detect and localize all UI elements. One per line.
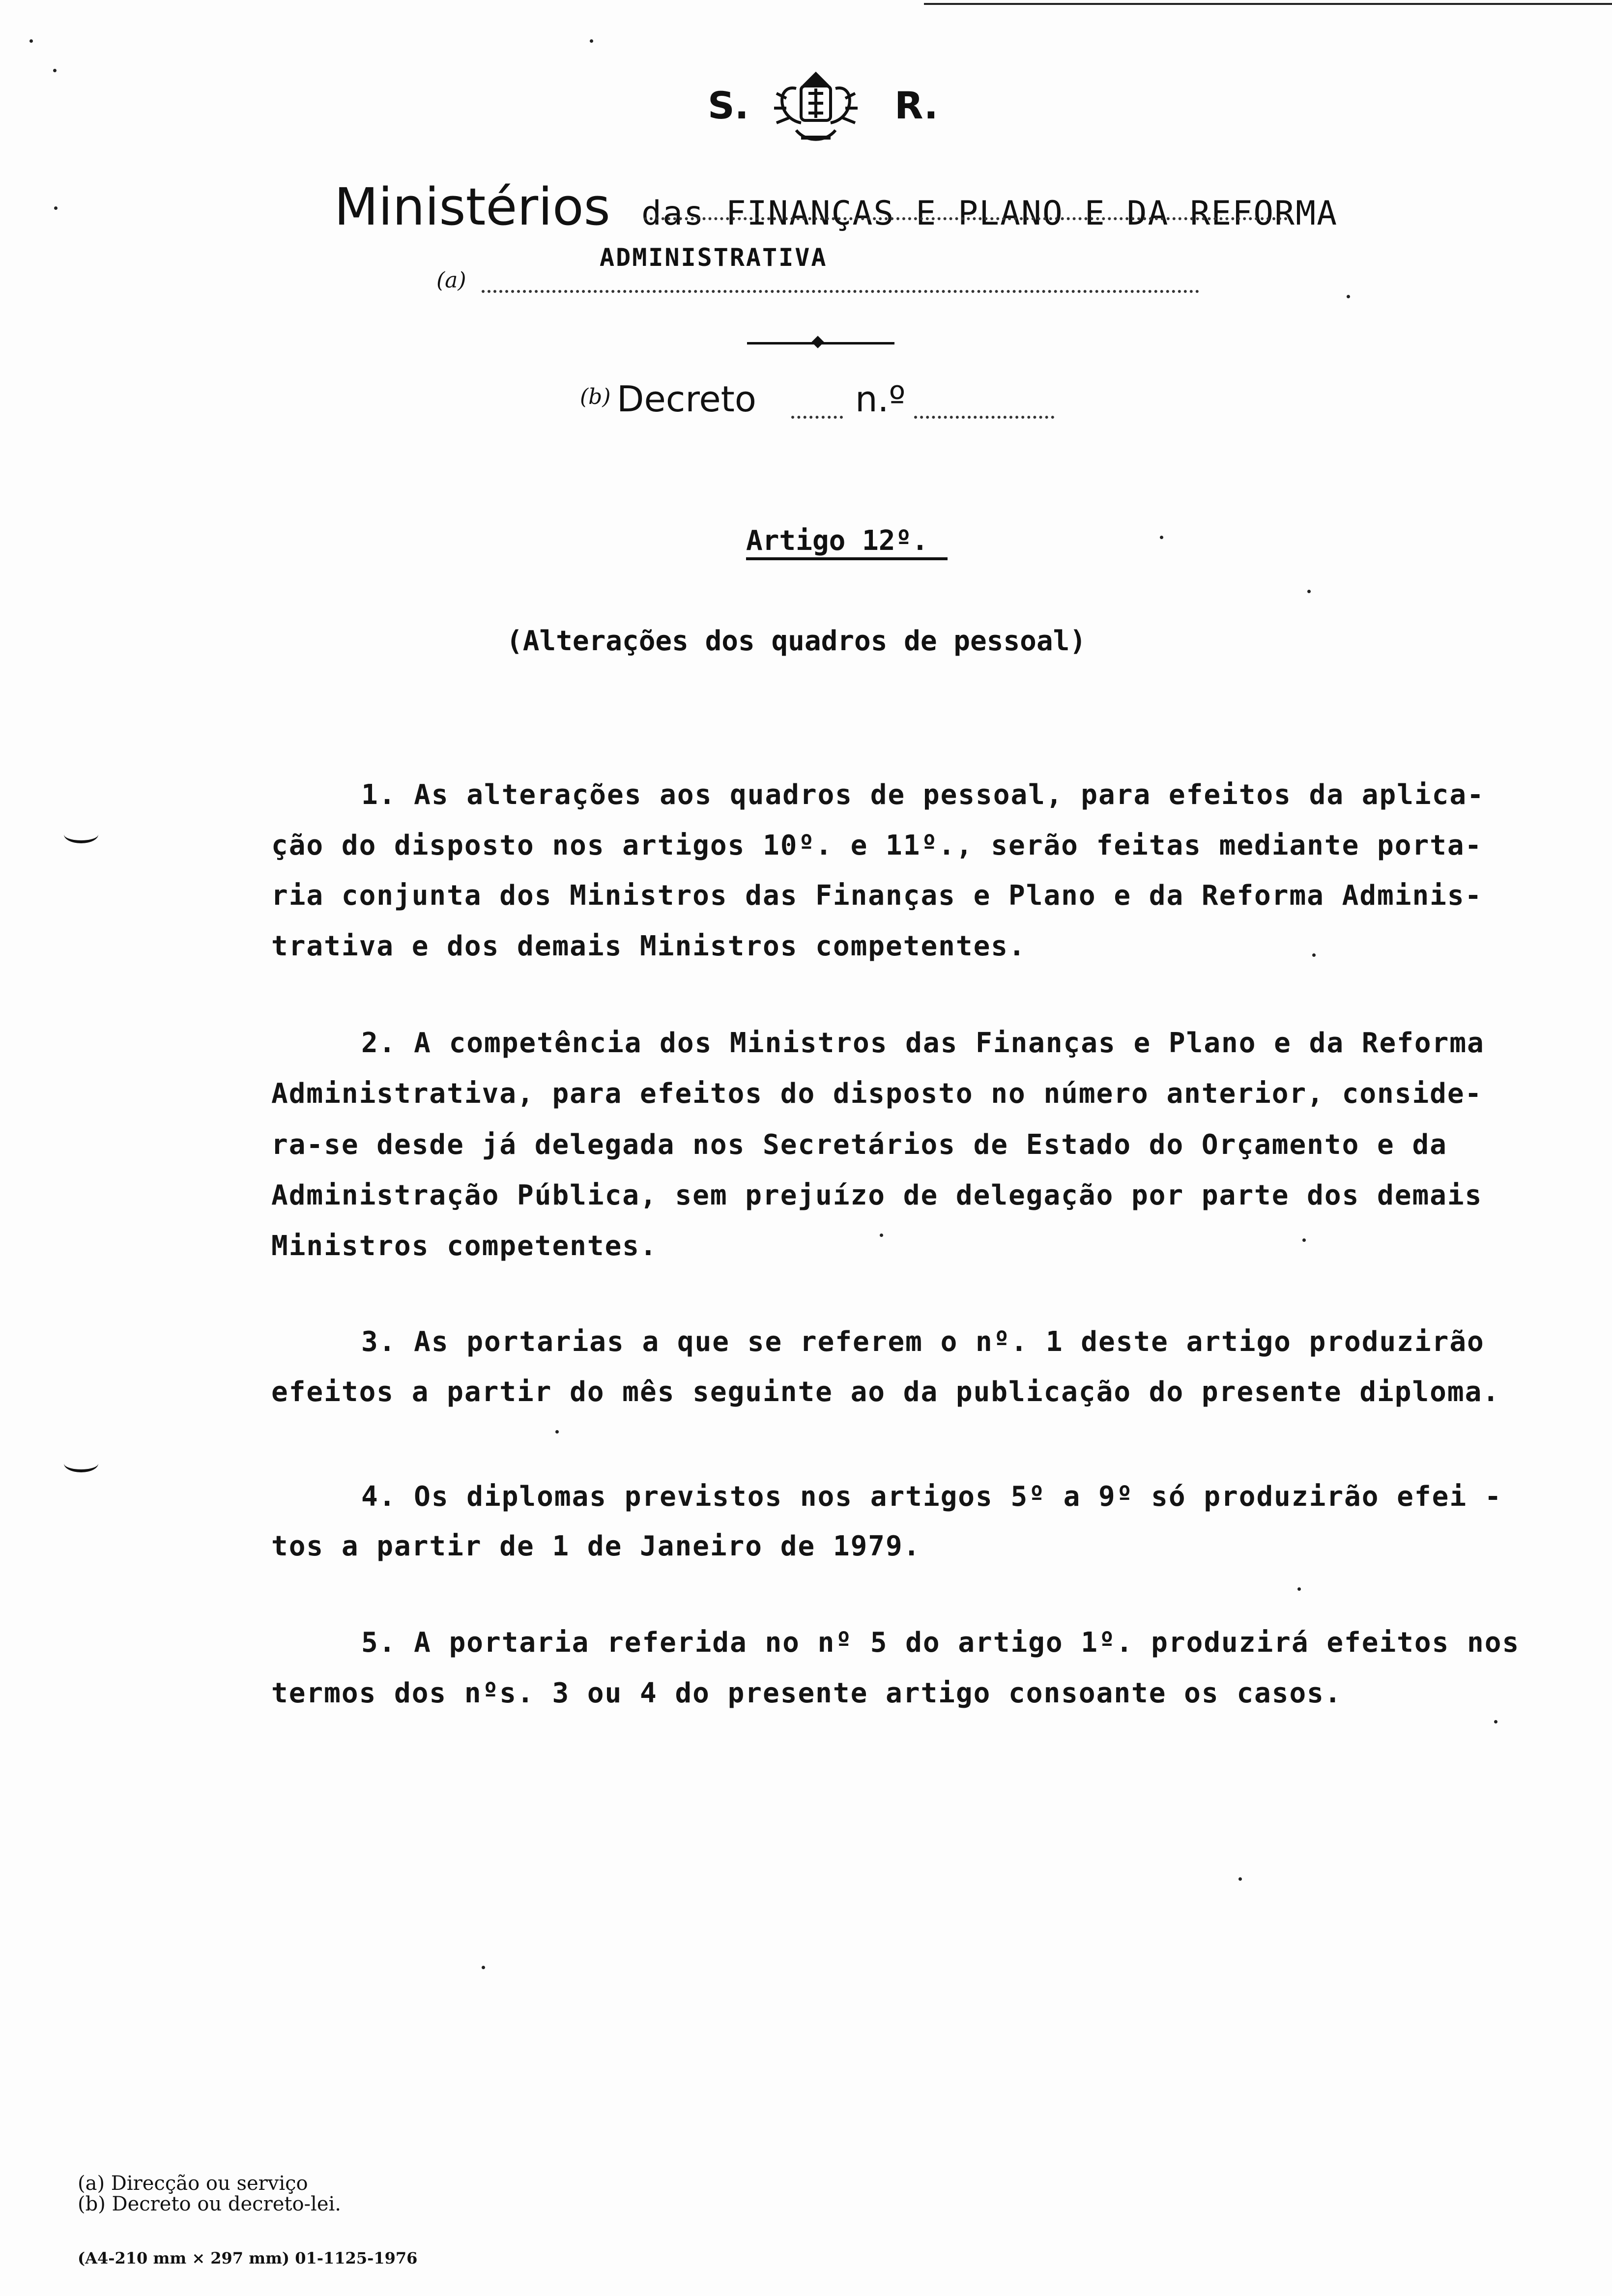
form-reference: (A4-210 mm × 297 mm) 01-1125-1976: [78, 2249, 418, 2267]
article-subtitle: (Alterações dos quadros de pessoal): [506, 625, 1087, 657]
scan-speck: [555, 1430, 559, 1434]
scan-speck: [1238, 1877, 1242, 1881]
binder-hole-mark: [64, 826, 98, 843]
article-title-underline: [746, 557, 948, 560]
note-a-marker: (a): [436, 268, 466, 293]
footnote-a: (a) Direcção ou serviço: [78, 2172, 308, 2195]
coat-of-arms-icon: [767, 64, 865, 147]
footnote-b: (b) Decreto ou decreto-lei.: [78, 2193, 342, 2215]
scan-speck: [1302, 1238, 1306, 1242]
scan-speck: [1312, 953, 1316, 957]
scan-speck: [29, 39, 33, 43]
scan-speck: [482, 1966, 485, 1969]
paragraph-2-line: 2. A competência dos Ministros das Finanças e Plano e da Reforma: [361, 1027, 1485, 1059]
scan-speck: [1307, 590, 1311, 593]
paragraph-3-line: efeitos a partir do mês seguinte ao da publicação do presente diploma.: [271, 1376, 1500, 1408]
paragraph-1-line: ção do disposto nos artigos 10º. e 11º., serão feitas mediante porta-: [271, 830, 1483, 861]
paragraph-1-line: ria conjunta dos Ministros das Finanças e Plano e da Reforma Adminis-: [271, 880, 1483, 912]
decreto-number-label: n.º: [855, 378, 906, 420]
scan-speck: [1347, 295, 1350, 298]
paragraph-5-line: termos dos nºs. 3 ou 4 do presente artigo consoante os casos.: [271, 1677, 1342, 1709]
scan-speck: [54, 206, 58, 210]
scan-speck: [590, 39, 593, 43]
paragraph-2-line: Ministros competentes.: [271, 1230, 658, 1262]
paragraph-4-line: tos a partir de 1 de Janeiro de 1979.: [271, 1530, 921, 1562]
paragraph-5-line: 5. A portaria referida no nº 5 do artigo 1º. produzirá efeitos nos: [361, 1627, 1520, 1659]
decreto-dotted-line: [791, 416, 843, 419]
header-sr-right: R.: [894, 84, 938, 127]
scan-speck: [1297, 1587, 1301, 1591]
ministerio-word: Ministérios: [334, 177, 610, 237]
scan-speck: [1494, 1720, 1497, 1723]
top-border-line: [924, 3, 1612, 5]
paragraph-2-line: Administração Pública, sem prejuízo de delegação por parte dos demais: [271, 1179, 1483, 1211]
binder-hole-mark: [64, 1455, 98, 1472]
ministerio-name: das FINANÇAS E PLANO E DA REFORMA: [641, 194, 1338, 233]
paragraph-2-line: Administrativa, para efeitos do disposto no número anterior, conside-: [271, 1078, 1483, 1110]
divider-ornament-icon: [811, 336, 824, 348]
paragraph-2-line: ra-se desde já delegada nos Secretários de Estado do Orçamento e da: [271, 1129, 1447, 1161]
paragraph-3-line: 3. As portarias a que se referem o nº. 1 deste artigo produzirão: [361, 1326, 1485, 1358]
decreto-number-dotted-line: [914, 416, 1054, 419]
paragraph-1-line: 1. As alterações aos quadros de pessoal, para efeitos da aplica-: [361, 779, 1485, 811]
ministerio-dotted-line: [644, 217, 1288, 220]
paragraph-1-line: trativa e dos demais Ministros competentes.: [271, 930, 1026, 962]
note-b-marker: (b): [580, 384, 611, 409]
ministerio-name-continuation: ADMINISTRATIVA: [600, 243, 828, 272]
service-dotted-line: [482, 290, 1199, 293]
header-sr-left: S.: [708, 84, 749, 127]
scan-speck: [1160, 536, 1163, 539]
article-title: Artigo 12º.: [746, 525, 928, 557]
scan-speck: [880, 1234, 883, 1237]
paragraph-4-line: 4. Os diplomas previstos nos artigos 5º a 9º só produzirão efei -: [361, 1481, 1502, 1513]
decreto-label: Decreto: [617, 378, 756, 420]
scan-speck: [53, 69, 57, 72]
